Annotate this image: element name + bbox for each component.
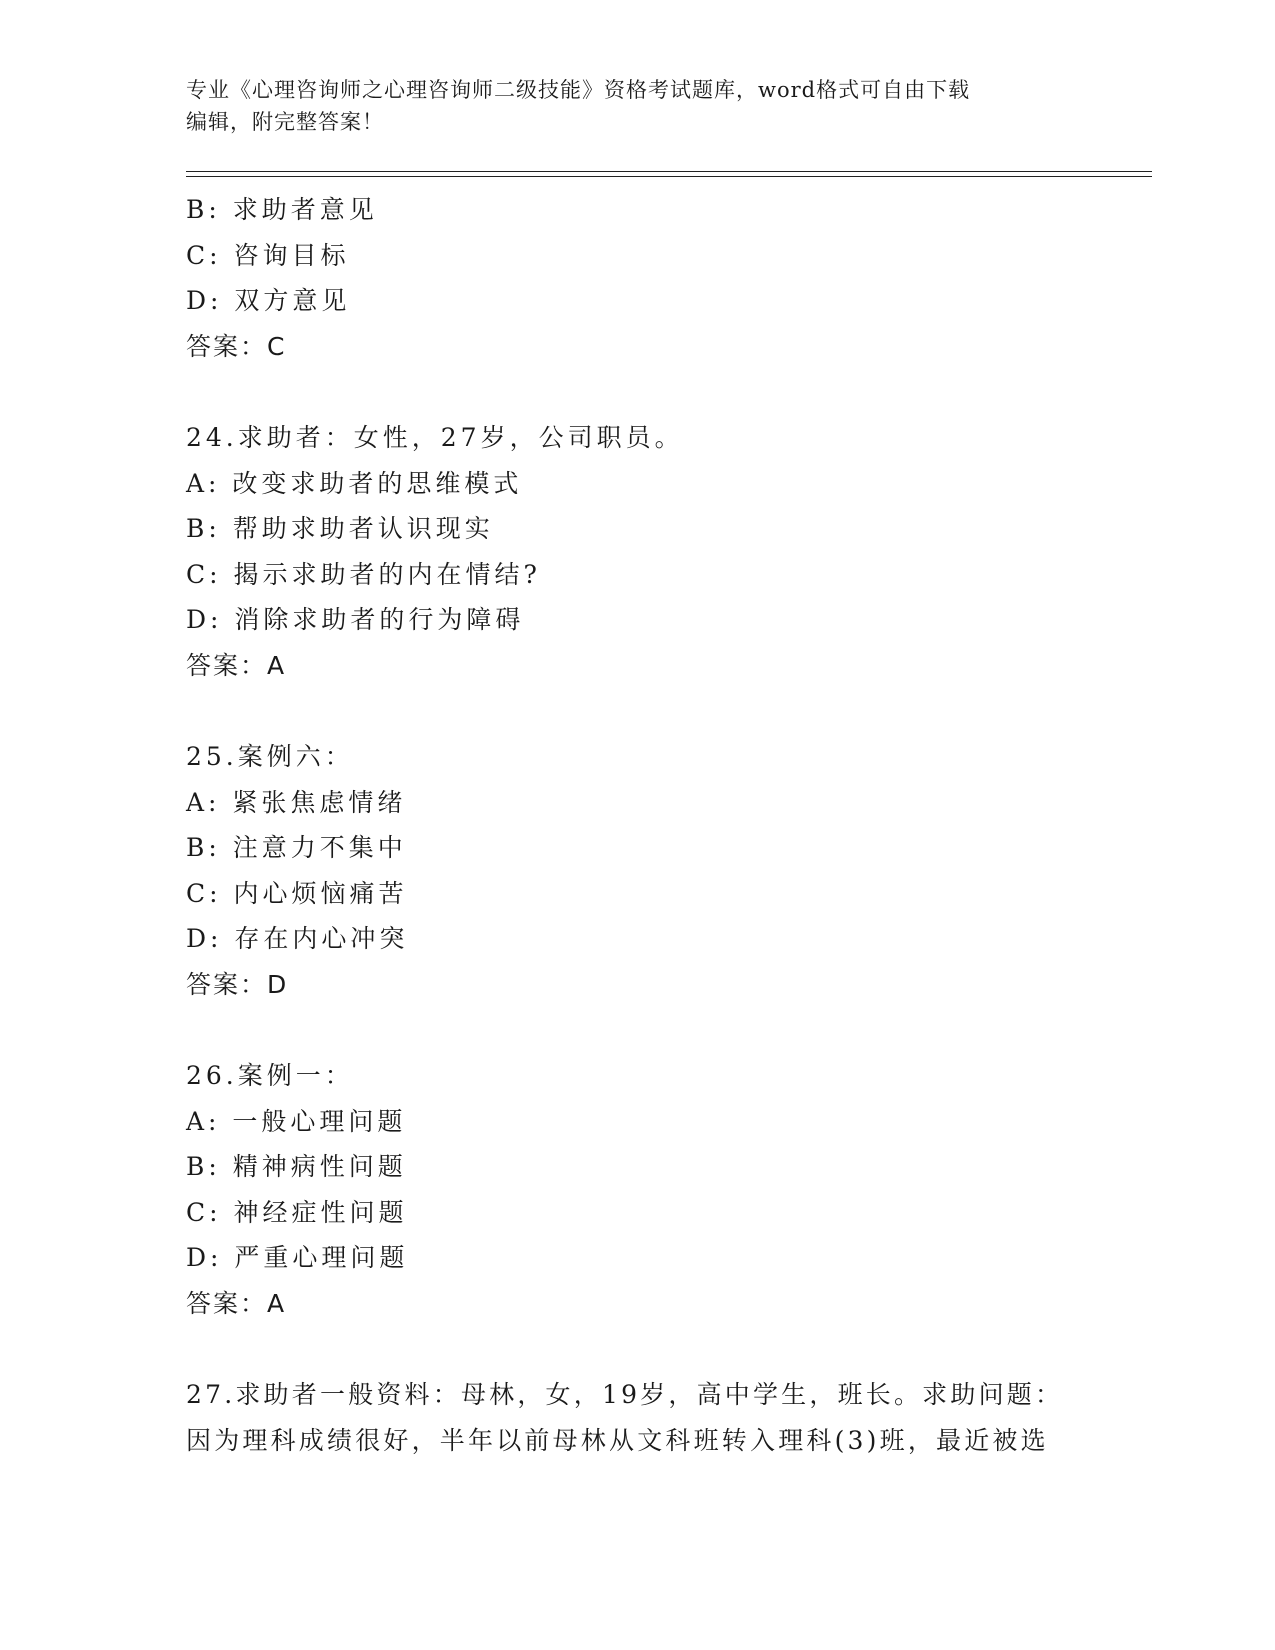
header-line-1: 专业《心理咨询师之心理咨询师二级技能》资格考试题库，word格式可自由下载	[186, 78, 971, 102]
option-c: C: 咨询目标	[186, 240, 350, 270]
option-d: D: 存在内心冲突	[186, 924, 409, 953]
question-27	[186, 1372, 1152, 1463]
header-line-2: 编辑，附完整答案！	[186, 110, 384, 134]
option-c: C: 内心烦恼痛苦	[186, 878, 408, 908]
option-d: D: 严重心理问题	[186, 1243, 409, 1272]
option-d: D: 消除求助者的行为障碍	[186, 605, 525, 634]
option-b: B: 帮助求助者认识现实	[186, 514, 494, 543]
question-stem: 25.案例六：	[186, 742, 354, 771]
option-d: D: 双方意见	[186, 286, 351, 315]
question-26	[186, 1053, 1152, 1326]
option-c: C: 神经症性问题	[186, 1197, 408, 1227]
answer: 答案：D	[186, 969, 289, 999]
option-a: A: 改变求助者的思维模式	[186, 468, 523, 498]
option-a: A: 紧张焦虑情绪	[186, 787, 407, 817]
question-stem-line-1: 27.求助者一般资料：母林，女，19岁，高中学生，班长。求助问题：	[186, 1380, 1064, 1409]
answer: 答案：A	[186, 1288, 287, 1318]
question-23	[186, 187, 1152, 369]
option-b: B: 注意力不集中	[186, 833, 407, 862]
answer: 答案：C	[186, 331, 287, 361]
question-24	[186, 415, 1152, 688]
option-a: A: 一般心理问题	[186, 1106, 407, 1136]
option-b: B: 求助者意见	[186, 195, 378, 224]
question-list	[186, 187, 1152, 1463]
answer: 答案：A	[186, 650, 287, 680]
option-b: B: 精神病性问题	[186, 1152, 407, 1181]
document-header	[186, 74, 1076, 138]
header-rule-top	[186, 171, 1152, 172]
question-stem: 24.求助者：女性，27岁，公司职员。	[186, 423, 684, 452]
header-rule-bottom	[186, 176, 1152, 177]
option-c: C: 揭示求助者的内在情结?	[186, 559, 541, 589]
question-stem: 26.案例一：	[186, 1061, 354, 1090]
question-stem-line-2: 因为理科成绩很好，半年以前母林从文科班转入理科(3)班，最近被选	[186, 1425, 1049, 1455]
question-25	[186, 734, 1152, 1007]
